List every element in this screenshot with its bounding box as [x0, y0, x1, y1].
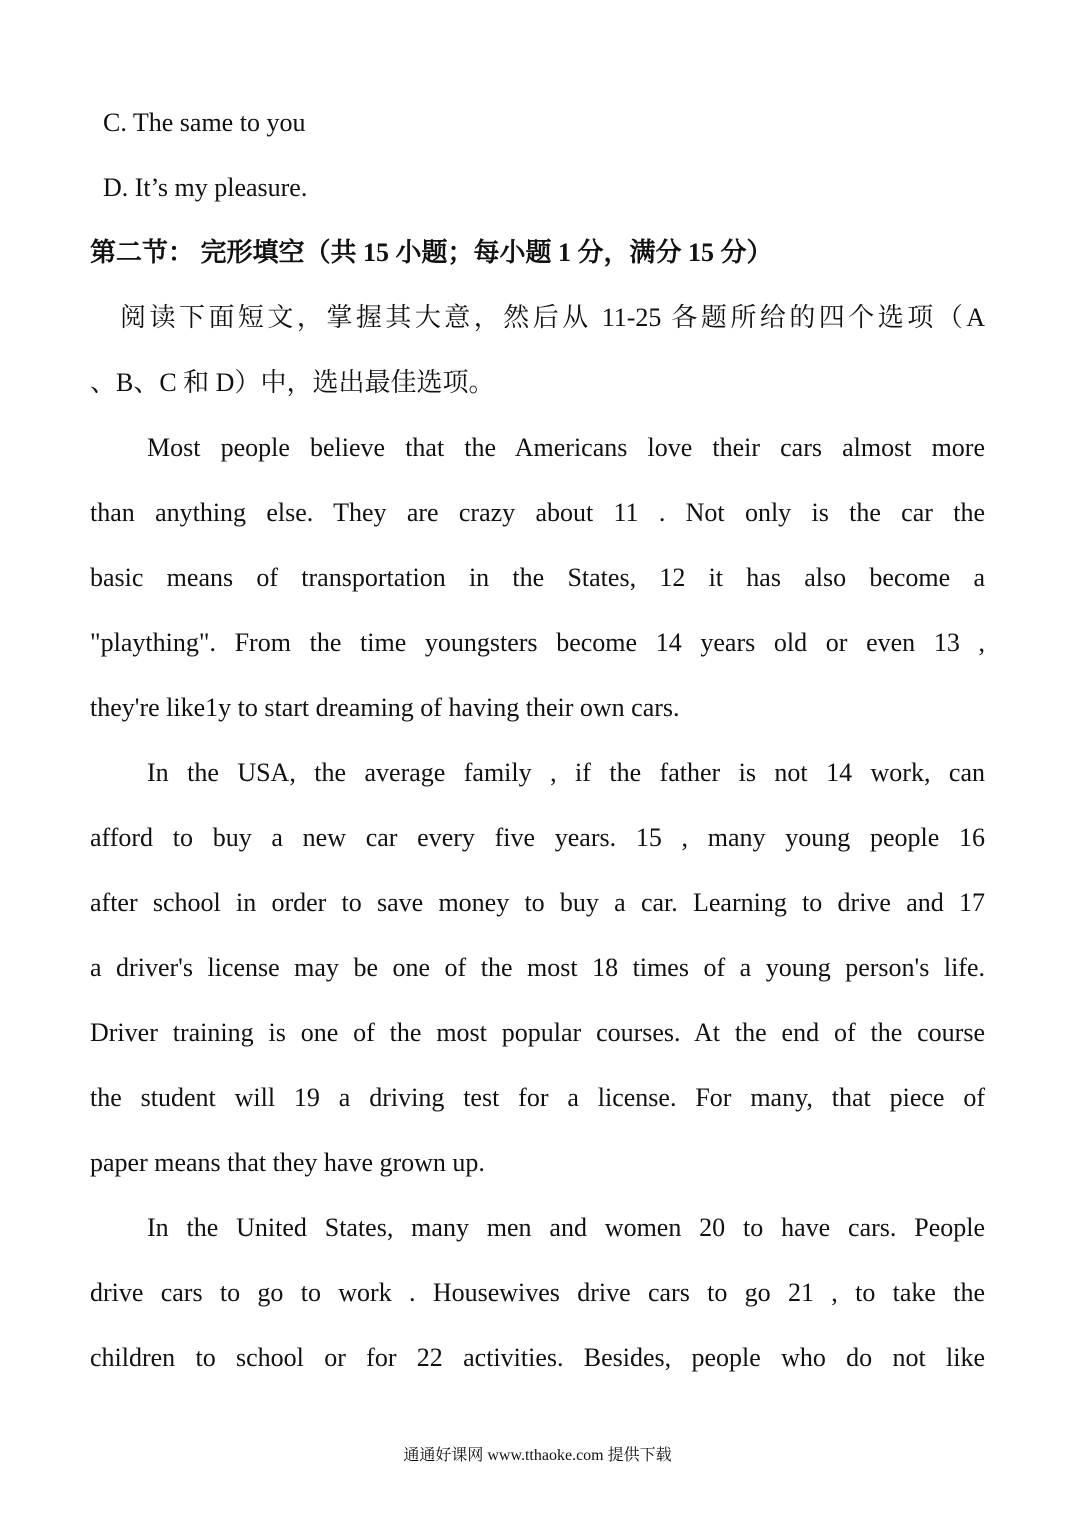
passage-line: basic means of transportation in the States, 12 it has also become a	[90, 563, 985, 592]
passage-line: they're like1y to start dreaming of having their own cars.	[90, 693, 680, 722]
passage-line: drive cars to go to work . Housewives drive cars to go 21 , to take the	[90, 1278, 985, 1307]
passage-line: In the USA, the average family , if the father is not 14 work, can	[147, 758, 985, 787]
passage-line: paper means that they have grown up.	[90, 1148, 485, 1177]
page-footer: 通通好课网 www.tthaoke.com 提供下载	[403, 1447, 672, 1464]
option-d: D. It’s my pleasure.	[103, 173, 308, 202]
option-c: C. The same to you	[103, 108, 306, 137]
passage-line: afford to buy a new car every five years. 15 , many young people 16	[90, 823, 985, 852]
section-instruction-1: 阅读下面短文，掌握其大意，然后从 11-25 各题所给的四个选项（A	[120, 303, 985, 332]
passage-line: In the United States, many men and women 20 to have cars. People	[147, 1213, 985, 1242]
passage-line: "plaything". From the time youngsters become 14 years old or even 13 ,	[90, 628, 985, 657]
passage-line: a driver's license may be one of the most 18 times of a young person's life.	[90, 953, 985, 982]
section-title: 第二节： 完形填空（共 15 小题；每小题 1 分，满分 15 分）	[90, 238, 773, 267]
passage-line: Driver training is one of the most popular courses. At the end of the course	[90, 1018, 985, 1047]
passage-line: the student will 19 a driving test for a license. For many, that piece of	[90, 1083, 985, 1112]
passage-line: after school in order to save money to buy a car. Learning to drive and 17	[90, 888, 985, 917]
passage-line: children to school or for 22 activities. Besides, people who do not like	[90, 1343, 985, 1372]
passage-line: than anything else. They are crazy about 11 . Not only is the car the	[90, 498, 985, 527]
section-instruction-2: 、B、C 和 D）中，选出最佳选项。	[90, 368, 495, 397]
passage-line: Most people believe that the Americans love their cars almost more	[147, 433, 985, 462]
